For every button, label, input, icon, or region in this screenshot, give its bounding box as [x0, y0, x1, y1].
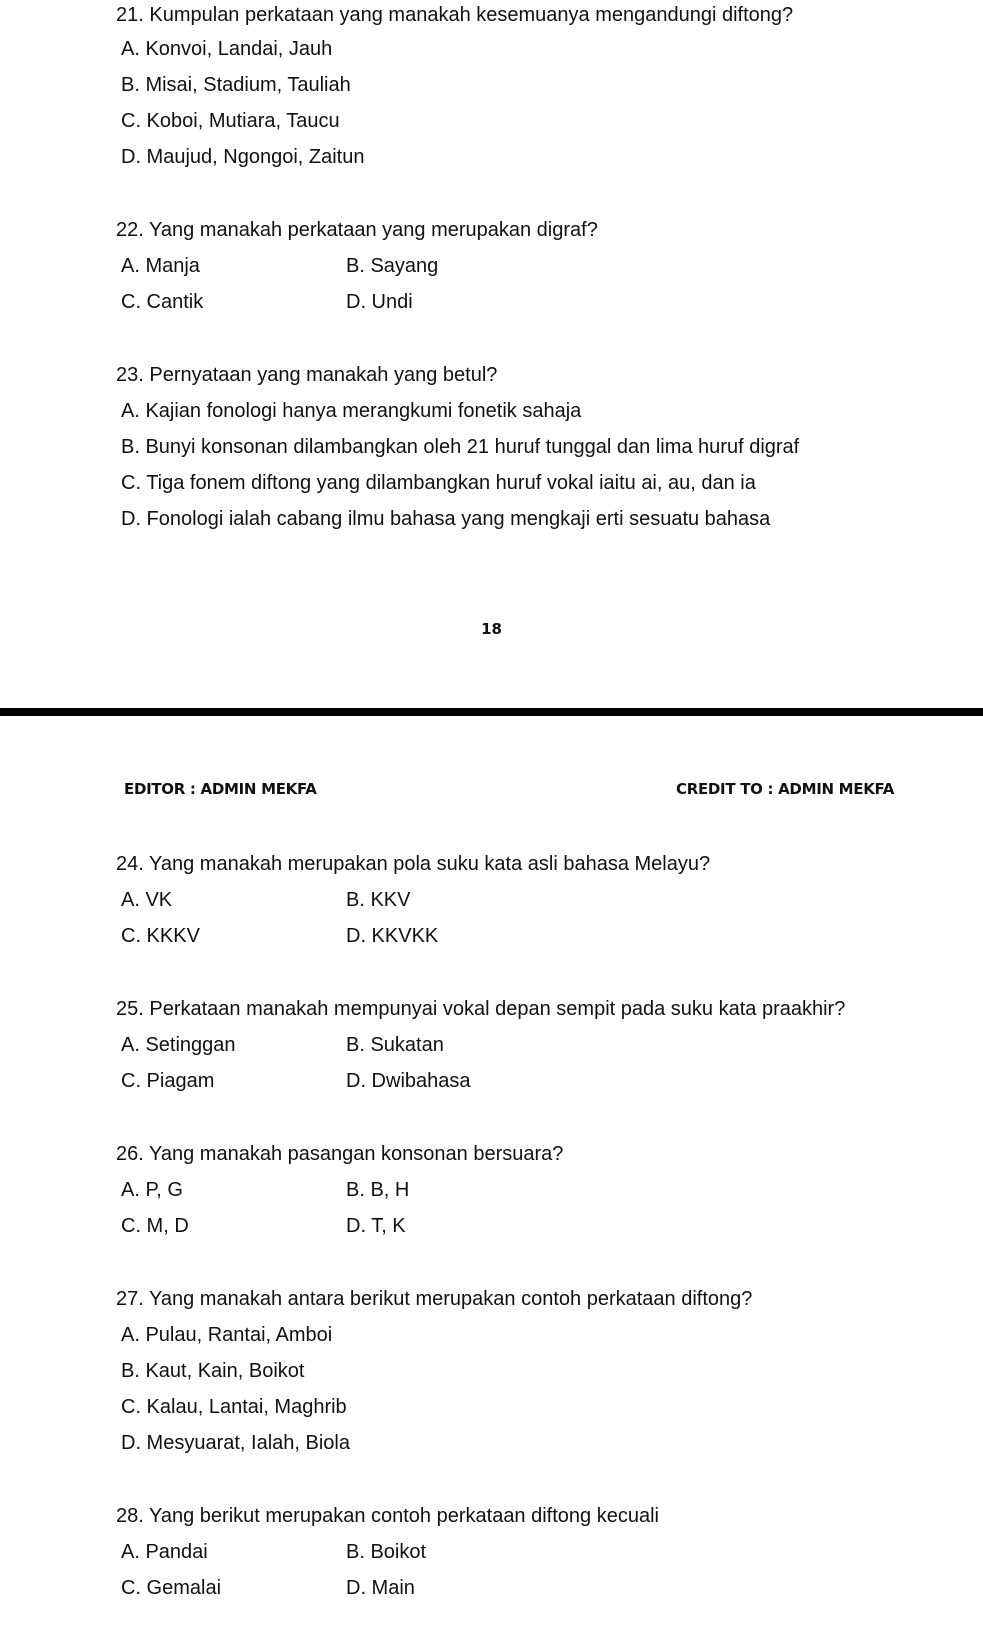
- question-text: Yang manakah pasangan konsonan bersuara?: [149, 1143, 564, 1165]
- question-number: 28.: [116, 1505, 144, 1527]
- option-22-d: D. Undi: [346, 291, 413, 313]
- option-26-d: D. T, K: [346, 1215, 406, 1237]
- option-27-d: D. Mesyuarat, Ialah, Biola: [121, 1432, 350, 1454]
- question-26: [116, 1142, 563, 1166]
- question-text: Perkataan manakah mempunyai vokal depan sempit pada suku kata praakhir?: [149, 998, 846, 1020]
- option-21-b: B. Misai, Stadium, Tauliah: [121, 74, 351, 96]
- question-text: Kumpulan perkataan yang manakah kesemuanya mengandungi diftong?: [149, 4, 794, 26]
- question-number: 27.: [116, 1288, 144, 1310]
- question-25: [116, 997, 845, 1021]
- option-25-d: D. Dwibahasa: [346, 1070, 471, 1092]
- option-24-c: C. KKKV: [121, 925, 200, 947]
- option-22-a: A. Manja: [121, 255, 200, 277]
- option-24-a: A. VK: [121, 889, 173, 911]
- option-25-b: B. Sukatan: [346, 1034, 444, 1056]
- editor-label: EDITOR : ADMIN MEKFA: [124, 780, 317, 798]
- option-23-a: A. Kajian fonologi hanya merangkumi fonetik sahaja: [121, 400, 582, 422]
- option-24-b: B. KKV: [346, 889, 411, 911]
- question-27: [116, 1287, 752, 1311]
- question-text: Pernyataan yang manakah yang betul?: [149, 364, 498, 386]
- option-25-c: C. Piagam: [121, 1070, 215, 1092]
- page-number: 18: [481, 620, 502, 638]
- question-text: Yang manakah merupakan pola suku kata asli bahasa Melayu?: [149, 853, 711, 875]
- question-24: [116, 852, 710, 876]
- option-27-c: C. Kalau, Lantai, Maghrib: [121, 1396, 347, 1418]
- option-22-b: B. Sayang: [346, 255, 439, 277]
- option-28-a: A. Pandai: [121, 1541, 208, 1563]
- credit-label: CREDIT TO : ADMIN MEKFA: [676, 780, 895, 798]
- option-21-a: A. Konvoi, Landai, Jauh: [121, 38, 333, 60]
- option-21-c: C. Koboi, Mutiara, Taucu: [121, 110, 340, 132]
- option-26-a: A. P, G: [121, 1179, 183, 1201]
- option-23-c: C. Tiga fonem diftong yang dilambangkan huruf vokal iaitu ai, au, dan ia: [121, 472, 756, 494]
- question-number: 23.: [116, 364, 144, 386]
- option-28-c: C. Gemalai: [121, 1577, 222, 1599]
- option-22-c: C. Cantik: [121, 291, 204, 313]
- option-25-a: A. Setinggan: [121, 1034, 236, 1056]
- question-text: Yang manakah perkataan yang merupakan digraf?: [149, 219, 598, 241]
- option-21-d: D. Maujud, Ngongoi, Zaitun: [121, 146, 365, 168]
- question-28: [116, 1504, 659, 1528]
- option-24-d: D. KKVKK: [346, 925, 439, 947]
- option-27-a: A. Pulau, Rantai, Amboi: [121, 1324, 333, 1346]
- question-number: 22.: [116, 219, 144, 241]
- option-28-b: B. Boikot: [346, 1541, 427, 1563]
- question-text: Yang berikut merupakan contoh perkataan diftong kecuali: [149, 1505, 659, 1527]
- question-text: Yang manakah antara berikut merupakan contoh perkataan diftong?: [149, 1288, 753, 1310]
- option-23-b: B. Bunyi konsonan dilambangkan oleh 21 huruf tunggal dan lima huruf digraf: [121, 436, 800, 458]
- question-number: 21.: [116, 4, 144, 26]
- question-23: [116, 363, 497, 387]
- question-number: 25.: [116, 998, 144, 1020]
- option-28-d: D. Main: [346, 1577, 415, 1599]
- question-21: [116, 3, 793, 27]
- question-number: 24.: [116, 853, 144, 875]
- question-number: 26.: [116, 1143, 144, 1165]
- option-23-d: D. Fonologi ialah cabang ilmu bahasa yang mengkaji erti sesuatu bahasa: [121, 508, 771, 530]
- option-26-c: C. M, D: [121, 1215, 189, 1237]
- question-22: [116, 218, 598, 242]
- option-27-b: B. Kaut, Kain, Boikot: [121, 1360, 305, 1382]
- page-divider: [0, 708, 983, 716]
- option-26-b: B. B, H: [346, 1179, 410, 1201]
